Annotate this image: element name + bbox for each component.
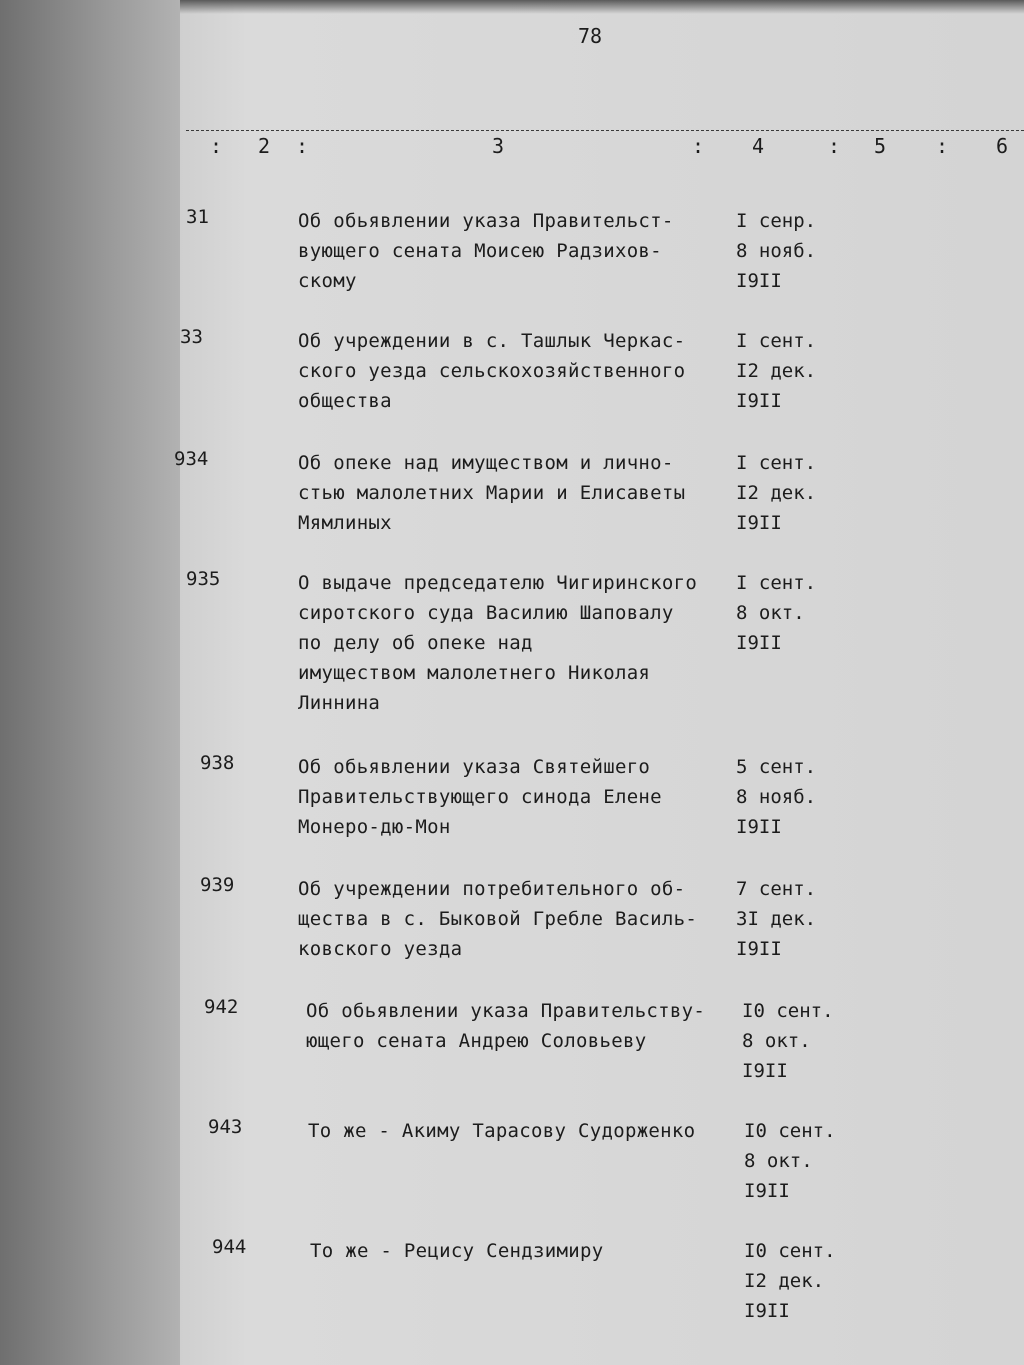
- header-col-4: 4: [752, 134, 765, 158]
- facing-page-edge: [0, 0, 200, 1365]
- record-number: 934: [174, 448, 209, 470]
- record-description: Об обьявлении указа Правительст- вующего сената Моисею Радзихов- скому: [298, 210, 674, 292]
- record-number: 944: [212, 1236, 247, 1258]
- record-dates: I сент. I2 дек. I9II: [736, 452, 817, 534]
- record-number: 943: [208, 1116, 243, 1138]
- record-number: 935: [186, 568, 221, 590]
- header-col-2: 2: [258, 134, 271, 158]
- page-top-shadow: [180, 0, 1024, 14]
- record-number: 31: [186, 206, 209, 228]
- header-rule: [186, 130, 1024, 131]
- record-description: Об обьявлении указа Святейшего Правительствующего синода Елене Монеро-дю-Мон: [298, 756, 662, 838]
- record-description: То же - Акиму Тарасову Судорженко: [308, 1120, 696, 1142]
- record-number: 942: [204, 996, 239, 1018]
- header-col-6: 6: [996, 134, 1009, 158]
- record-dates: I сенр. 8 нояб. I9II: [736, 210, 817, 292]
- record-dates: 5 сент. 8 нояб. I9II: [736, 756, 817, 838]
- header-separator: :: [936, 134, 949, 158]
- header-col-5: 5: [874, 134, 887, 158]
- record-dates: I0 сент. 8 окт. I9II: [744, 1120, 836, 1202]
- record-description: То же - Рецису Сендзимиру: [310, 1240, 604, 1262]
- record-dates: I сент. I2 дек. I9II: [736, 330, 817, 412]
- record-dates: I сент. 8 окт. I9II: [736, 572, 817, 654]
- header-col-3: 3: [492, 134, 505, 158]
- page-number: 78: [578, 24, 603, 48]
- header-separator: :: [296, 134, 309, 158]
- header-separator: :: [692, 134, 705, 158]
- record-description: Об опеке над имуществом и лично- стью малолетних Марии и Елисаветы Мямлиных: [298, 452, 686, 534]
- record-number: 938: [200, 752, 235, 774]
- record-dates: 7 сент. 3I дек. I9II: [736, 878, 817, 960]
- record-description: Об учреждении в с. Ташлык Черкас- ского уезда сельскохозяйственного общества: [298, 330, 686, 412]
- record-description: Об учреждении потребительного об- щества в с. Быковой Гребле Василь- ковского уезда: [298, 878, 698, 960]
- record-dates: I0 сент. 8 окт. I9II: [742, 1000, 834, 1082]
- record-description: О выдаче председателю Чигиринского сиротского суда Василию Шаповалу по делу об опеке над имуществом малолетнего Николая Линнина: [298, 572, 698, 714]
- record-dates: I0 сент. I2 дек. I9II: [744, 1240, 836, 1322]
- record-number: 939: [200, 874, 235, 896]
- record-description: Об обьявлении указа Правительству- ющего сената Андрею Соловьеву: [306, 1000, 706, 1052]
- record-number: 33: [180, 326, 203, 348]
- header-separator: :: [210, 134, 223, 158]
- header-separator: :: [828, 134, 841, 158]
